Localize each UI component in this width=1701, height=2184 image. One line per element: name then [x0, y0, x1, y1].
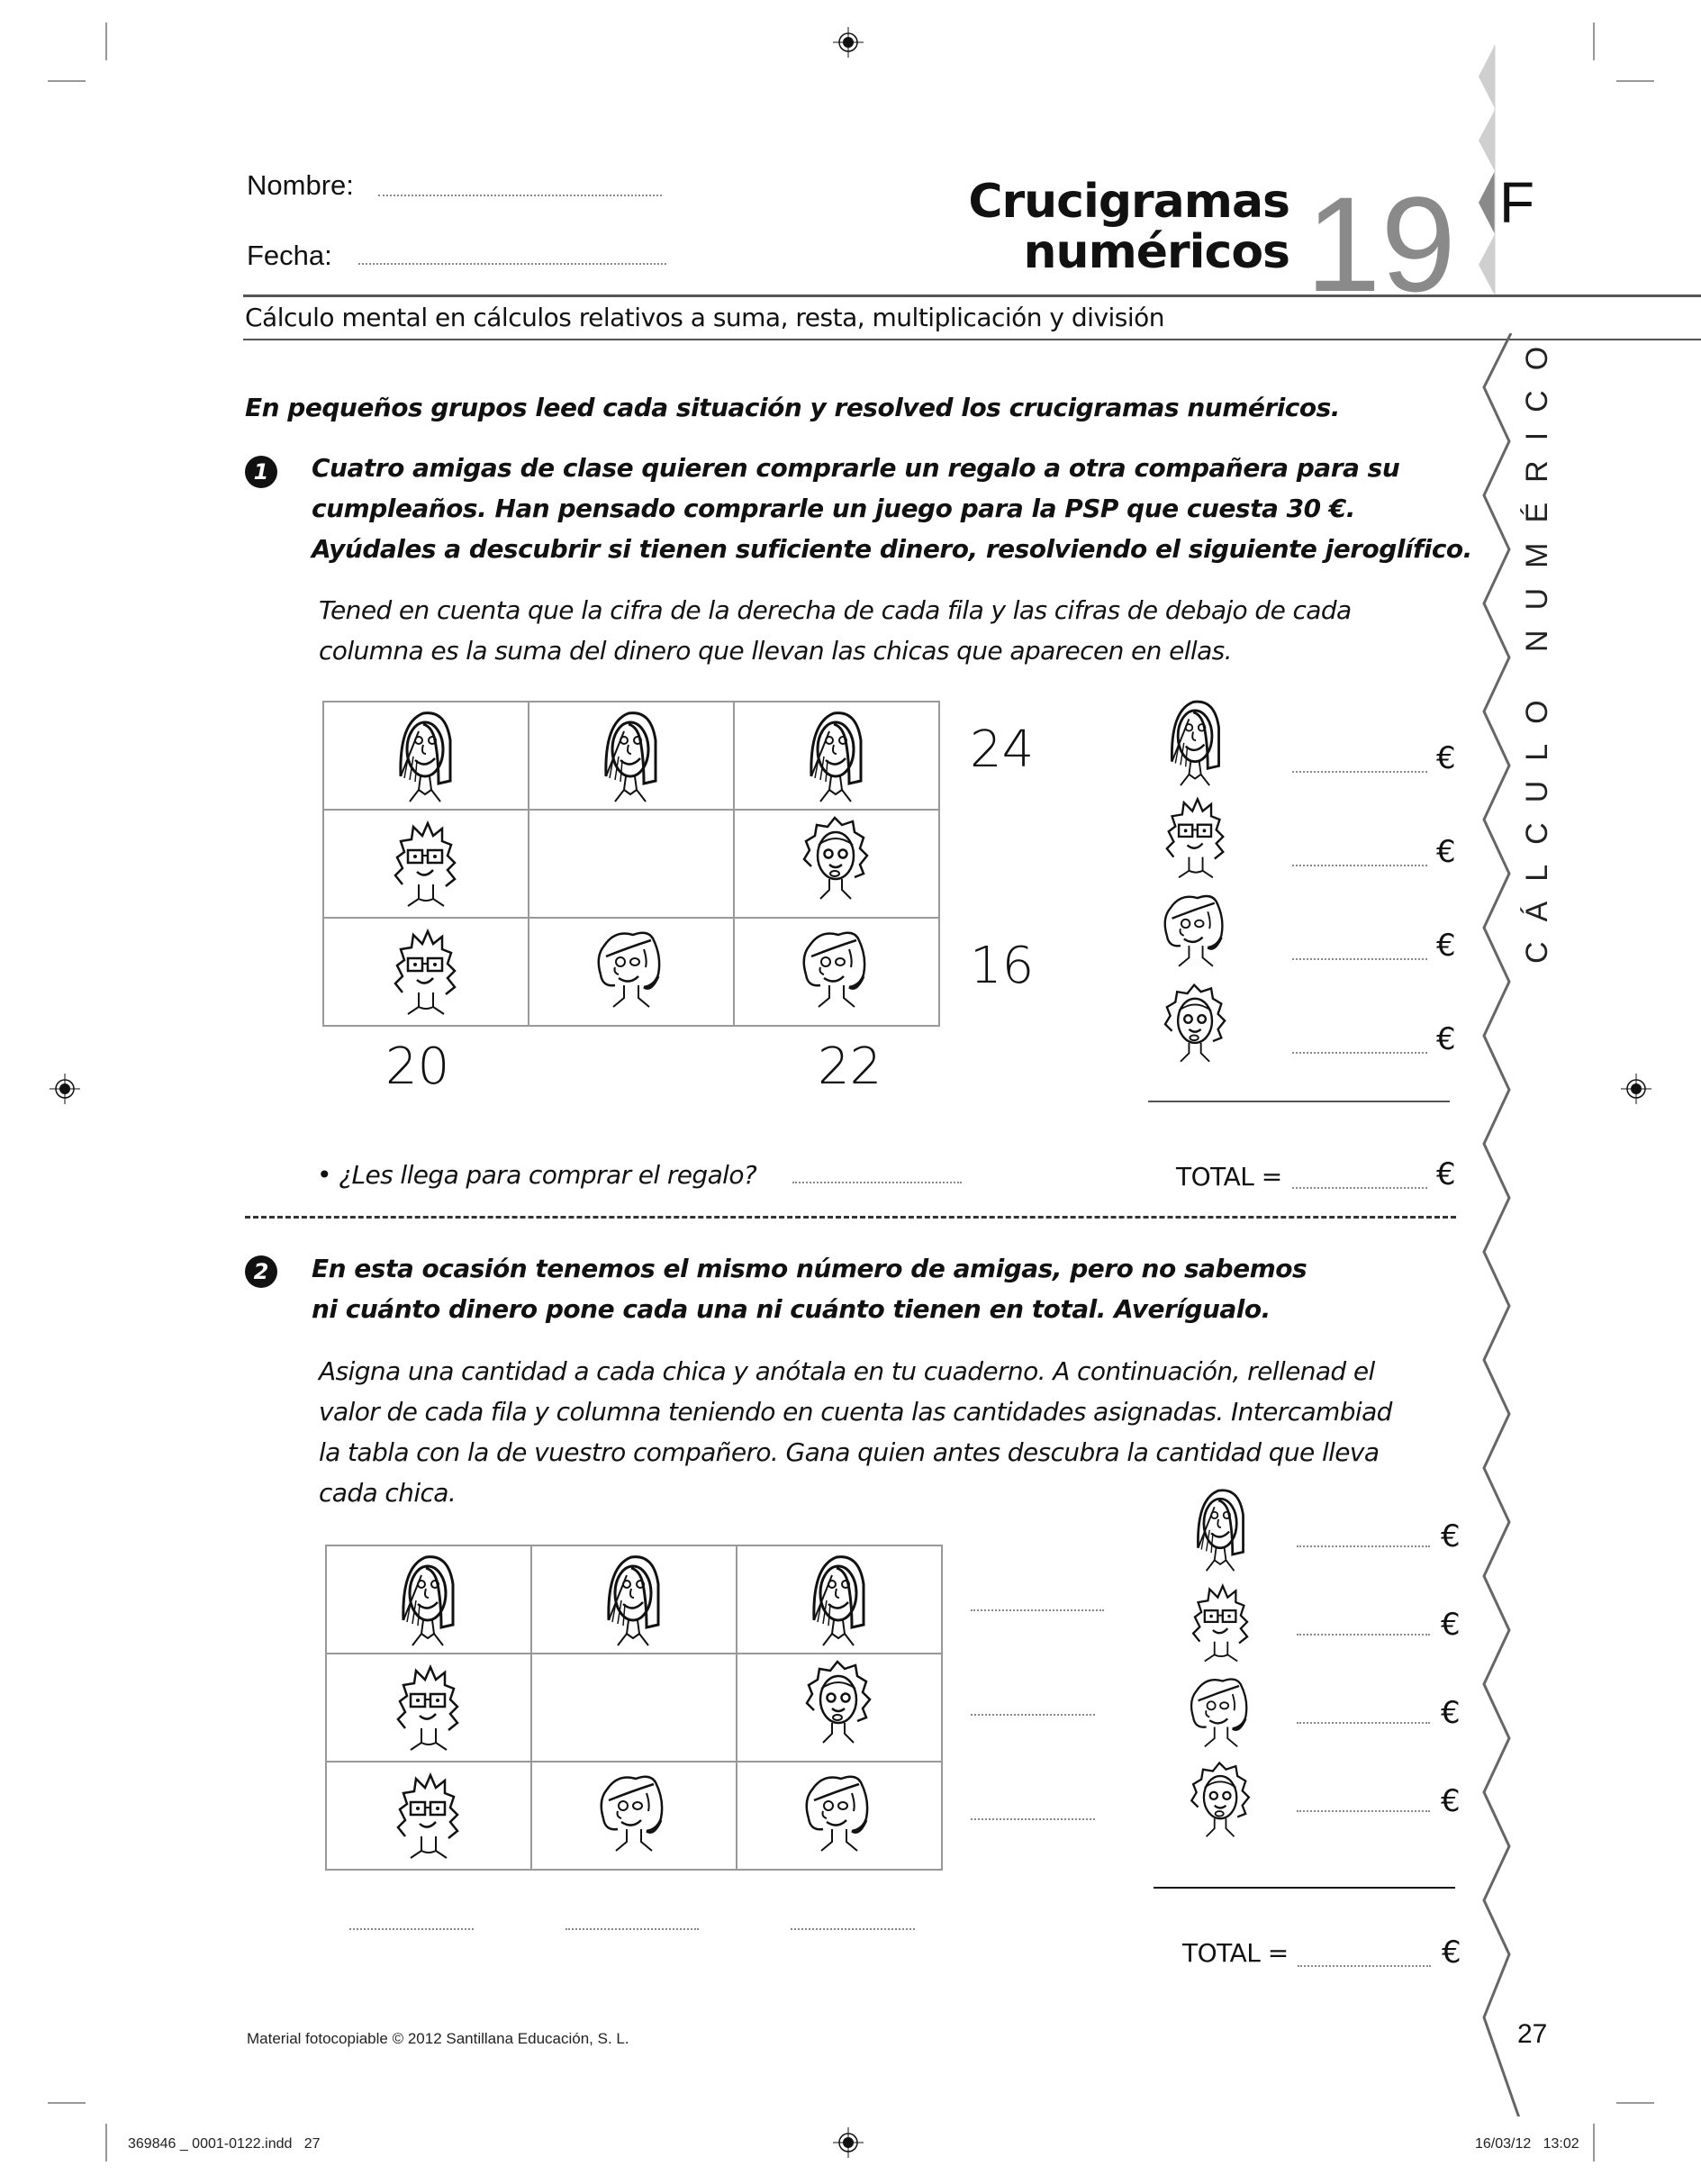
exercise-1-explanation: Tened en cuenta que la cifra de la derecha de cada fila y las cifras de debajo de cada columna es la suma del dinero que llevan las chicas que aparecen en ellas.: [319, 595, 1352, 666]
girl-straight-hair-icon: [588, 704, 674, 803]
total-field[interactable]: [1292, 1187, 1427, 1189]
name-field[interactable]: [378, 195, 662, 196]
date-field[interactable]: [358, 263, 666, 265]
girl-glasses-curly-icon: [1178, 1576, 1264, 1666]
amount-field[interactable]: [1297, 1722, 1430, 1724]
girl-straight-hair-icon: [591, 1548, 677, 1647]
title-line-2: numéricos: [1023, 225, 1289, 279]
col-1-sum: 20: [385, 1038, 450, 1096]
exercise-2-explanation: Asigna una cantidad a cada chica y anótala en tu cuaderno. A continuación, rellenad el valor de cada fila y columna teniendo en cuenta las cantidades asignadas. Intercambiad la tabla con la de vuestro compañero. Gana quien antes descubra la cantidad que lleva cada chica.: [319, 1356, 1392, 1508]
crop-mark: [105, 23, 107, 60]
girl-wavy-freckles-icon: [796, 1764, 882, 1863]
euro-symbol: €: [1436, 834, 1456, 870]
crop-mark: [105, 2124, 107, 2161]
grid-cell: [529, 702, 734, 810]
section-divider: [245, 1216, 1456, 1219]
legend-row: [1144, 789, 1468, 883]
grid-cell: [737, 1654, 942, 1762]
crop-mark: [1616, 2102, 1654, 2104]
girl-glasses-curly-icon: [383, 812, 469, 911]
sum-line: [1154, 1887, 1455, 1889]
euro-symbol: €: [1436, 1021, 1456, 1057]
girl-glasses-curly-icon: [383, 920, 469, 1020]
girl-glasses-curly-icon: [385, 1656, 472, 1755]
side-section-label: CÁLCULO NUMÉRICO: [1520, 326, 1554, 964]
amount-field[interactable]: [1292, 771, 1427, 773]
legend-row: [1144, 884, 1468, 978]
unit-number: 19: [1306, 168, 1456, 320]
girl-straight-hair-icon: [385, 1548, 472, 1647]
girl-curly-round-icon: [1178, 1758, 1264, 1848]
amount-field[interactable]: [1297, 1810, 1430, 1812]
grid-cell-empty: [531, 1654, 737, 1762]
grid-cell: [737, 1762, 942, 1870]
page-title: [900, 177, 1289, 277]
exercise-2-question: En esta ocasión tenemos el mismo número de amigas, pero no sabemos ni cuánto dinero pone cada una ni cuánto tienen en total. Averígualo.: [312, 1254, 1307, 1324]
euro-symbol: €: [1442, 1935, 1461, 1971]
bullet-question: • ¿Les llega para comprar el regalo?: [317, 1160, 757, 1190]
page-number: 27: [1517, 2019, 1548, 2049]
girl-wavy-freckles-icon: [793, 920, 880, 1020]
exercise-2-grid: [325, 1545, 943, 1871]
legend-row: [1144, 980, 1468, 1074]
girl-straight-hair-icon: [793, 704, 880, 803]
page-subtitle: Cálculo mental en cálculos relativos a suma, resta, multiplicación y división: [245, 303, 1165, 332]
girl-wavy-freckles-icon: [1178, 1668, 1264, 1758]
girl-wavy-freckles-icon: [588, 920, 674, 1020]
grid-cell: [737, 1545, 942, 1654]
instruction-text: En pequeños grupos leed cada situación y resolved los crucigramas numéricos.: [245, 393, 1340, 422]
girl-straight-hair-icon: [383, 704, 469, 803]
grid-cell: [323, 918, 529, 1026]
crop-mark: [48, 80, 86, 82]
euro-symbol: €: [1441, 1518, 1461, 1554]
row-3-sum-field[interactable]: [971, 1818, 1095, 1820]
bullet-icon: •: [317, 1160, 331, 1190]
grid-cell: [326, 1654, 531, 1762]
col-3-sum: 22: [818, 1038, 882, 1096]
girl-straight-hair-icon: [1178, 1482, 1264, 1572]
name-label: Nombre:: [247, 169, 354, 201]
amount-field[interactable]: [1297, 1545, 1430, 1547]
tab-decoration-icon: [1279, 45, 1504, 297]
legend-row: [1171, 1663, 1477, 1753]
title-line-1: Crucigramas: [968, 175, 1289, 229]
grid-cell: [326, 1762, 531, 1870]
amount-field[interactable]: [1297, 1634, 1430, 1636]
total-label: TOTAL =: [1182, 1938, 1289, 1968]
total-field[interactable]: [1298, 1965, 1431, 1967]
registration-mark-icon: [1621, 1074, 1651, 1104]
row-2-sum-field[interactable]: [971, 1714, 1095, 1716]
grid-cell: [531, 1762, 737, 1870]
grid-cell: [323, 810, 529, 918]
girl-curly-round-icon: [796, 1656, 882, 1755]
girl-straight-hair-icon: [796, 1548, 882, 1647]
copyright-text: Material fotocopiable © 2012 Santillana Educación, S. L.: [247, 2030, 629, 2047]
registration-mark-icon: [833, 2127, 864, 2158]
grid-cell: [529, 918, 734, 1026]
grid-cell: [531, 1545, 737, 1654]
header-divider: [243, 295, 1701, 297]
euro-symbol: €: [1436, 740, 1456, 776]
crop-mark: [1593, 23, 1595, 60]
col-3-sum-field[interactable]: [791, 1928, 915, 1930]
euro-symbol: €: [1441, 1783, 1461, 1819]
col-2-sum-field[interactable]: [565, 1928, 699, 1930]
girl-glasses-curly-icon: [385, 1764, 472, 1863]
euro-symbol: €: [1436, 928, 1456, 964]
row-1-sum-field[interactable]: [971, 1609, 1104, 1611]
exercise-1-grid: [322, 701, 940, 1027]
legend-row: [1171, 1572, 1477, 1663]
answer-field[interactable]: [792, 1182, 962, 1183]
row-3-sum: 16: [970, 937, 1035, 995]
girl-curly-round-icon: [1153, 980, 1239, 1074]
legend-row: [1171, 1753, 1477, 1843]
girl-wavy-freckles-icon: [1153, 884, 1239, 978]
legend-row: [1144, 693, 1468, 787]
row-1-sum: 24: [970, 720, 1035, 779]
file-slug: 369846 _ 0001-0122.indd 27: [128, 2136, 321, 2152]
girl-glasses-curly-icon: [1153, 789, 1239, 883]
girl-straight-hair-icon: [1153, 693, 1239, 787]
girl-curly-round-icon: [793, 812, 880, 911]
total-label: TOTAL =: [1176, 1162, 1282, 1192]
print-date: 16/03/12 13:02: [1475, 2136, 1579, 2152]
registration-mark-icon: [833, 27, 864, 58]
exercise-1-question: Cuatro amigas de clase quieren comprarle un regalo a otra compañera para su cumpleaños. Han pensado comprarle un juego para la PSP que cuesta 30 €. Ayúdales a descubrir si tienen suficiente dinero, resolviendo el siguiente jeroglífico.: [312, 453, 1472, 564]
date-label: Fecha:: [247, 240, 332, 271]
crop-mark: [1593, 2124, 1595, 2161]
girl-wavy-freckles-icon: [591, 1764, 677, 1863]
crop-mark: [48, 2102, 86, 2104]
grid-cell: [734, 918, 939, 1026]
amount-field[interactable]: [1292, 958, 1427, 960]
col-1-sum-field[interactable]: [349, 1928, 474, 1930]
amount-field[interactable]: [1292, 865, 1427, 866]
grid-cell-empty: [529, 810, 734, 918]
legend-row: [1171, 1482, 1477, 1572]
registration-mark-icon: [50, 1074, 80, 1104]
unit-letter: F: [1499, 170, 1535, 235]
amount-field[interactable]: [1292, 1052, 1427, 1054]
exercise-2-badge: 2: [245, 1255, 277, 1288]
euro-symbol: €: [1436, 1156, 1456, 1192]
exercise-1-badge: 1: [245, 456, 277, 488]
grid-cell: [734, 810, 939, 918]
crop-mark: [1616, 80, 1654, 82]
grid-cell: [323, 702, 529, 810]
grid-cell: [326, 1545, 531, 1654]
grid-cell: [734, 702, 939, 810]
sum-line: [1148, 1101, 1450, 1102]
euro-symbol: €: [1441, 1607, 1461, 1643]
euro-symbol: €: [1441, 1695, 1461, 1731]
